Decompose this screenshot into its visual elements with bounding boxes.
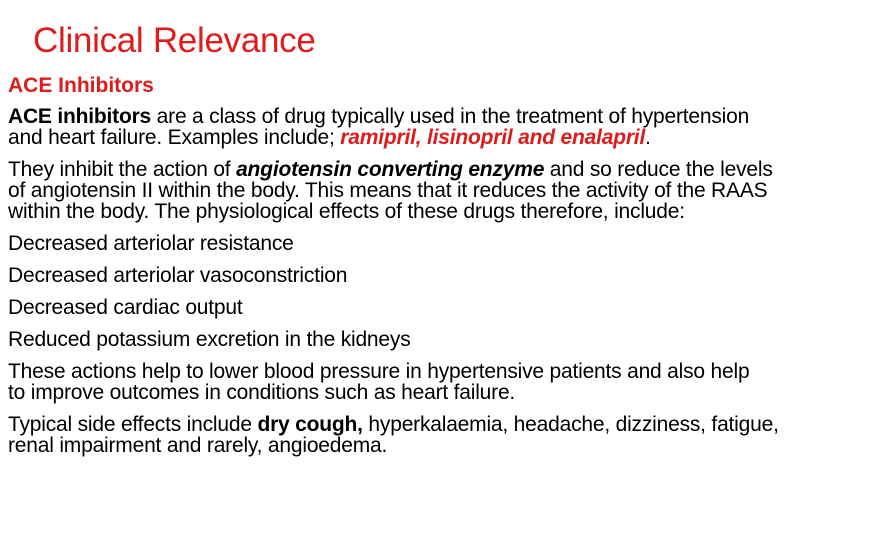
side-effects-line-1-text: Typical side effects include	[8, 413, 258, 436]
mechanism-line-1-text: They inhibit the action of	[8, 158, 237, 181]
paragraph-outcomes-line-2: to improve outcomes in conditions such as heart failure.	[8, 381, 516, 404]
effect-item: Decreased arteriolar resistance	[8, 232, 294, 255]
slide-body	[8, 106, 880, 467]
paragraph-intro-line-2	[8, 127, 880, 148]
paragraph-intro	[8, 106, 880, 148]
paragraph-mechanism	[8, 159, 880, 222]
effect-item: Decreased arteriolar vasoconstriction	[8, 264, 348, 287]
intro-line-2-text: and heart failure. Examples include;	[8, 126, 341, 149]
enzyme-term: angiotensin converting enzyme	[236, 158, 545, 181]
drug-examples: ramipril, lisinopril and enalapril	[340, 126, 646, 149]
effect-item: Reduced potassium excretion in the kidneys	[8, 328, 411, 351]
slide-subtitle: ACE Inhibitors	[8, 74, 154, 97]
paragraph-side-effects-line-1	[8, 414, 880, 435]
paragraph-intro-line-1	[8, 106, 880, 127]
effect-item: Decreased cardiac output	[8, 296, 243, 319]
paragraph-mechanism-line-1	[8, 159, 880, 180]
paragraph-side-effects-line-2: renal impairment and rarely, angioedema.	[8, 434, 388, 457]
intro-line-2-end: .	[645, 126, 651, 149]
ace-inhibitors-term: ACE inhibitors	[8, 105, 152, 128]
paragraph-side-effects	[8, 414, 880, 456]
paragraph-outcomes	[8, 361, 880, 403]
slide-title: Clinical Relevance	[33, 21, 316, 60]
paragraph-outcomes-line-1: These actions help to lower blood pressure in hypertensive patients and also help	[8, 360, 750, 383]
paragraph-mechanism-line-2: of angiotensin II within the body. This means that it reduces the activity of the RAAS	[8, 179, 768, 202]
paragraph-mechanism-line-3: within the body. The physiological effects of these drugs therefore, include:	[8, 200, 685, 223]
side-effects-line-1-end: hyperkalaemia, headache, dizziness, fatigue,	[362, 413, 779, 436]
intro-line-1-text: are a class of drug typically used in the treatment of hypertension	[151, 105, 750, 128]
dry-cough-term: dry cough,	[257, 413, 363, 436]
mechanism-line-1-end: and so reduce the levels	[544, 158, 773, 181]
